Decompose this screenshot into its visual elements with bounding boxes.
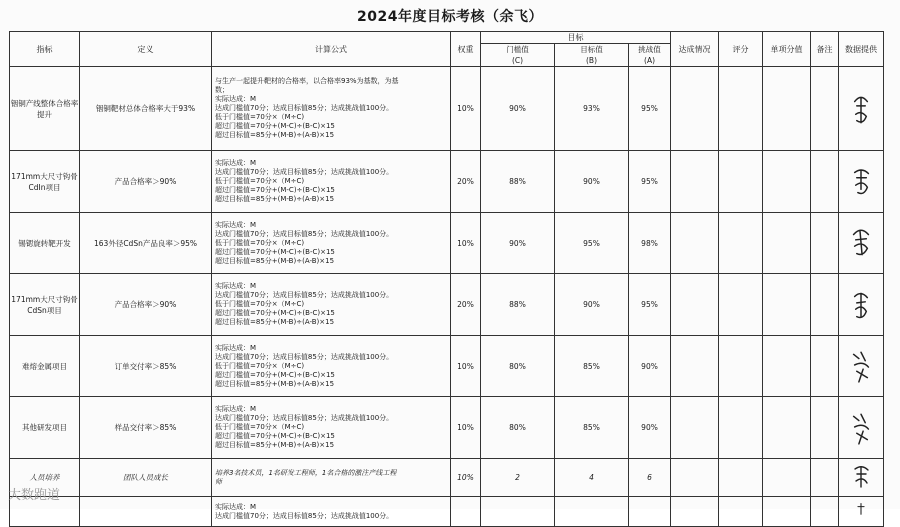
metric-cell: 171mm大尺寸钩骨CdIn项目 [10, 151, 80, 213]
header-threshold: 门槛值 [481, 44, 555, 55]
handwritten-signature [850, 91, 872, 127]
remark-cell [811, 336, 839, 397]
remark-cell [811, 459, 839, 497]
weight-cell: 10% [451, 213, 481, 274]
formula-line: 实际达成：M [215, 343, 257, 352]
weight-cell: 10% [451, 336, 481, 397]
header-goal-code: (B) [555, 55, 629, 67]
data-provider-cell [839, 274, 884, 336]
table-row [10, 459, 884, 497]
status-cell [671, 274, 719, 336]
weight-cell: 10% [451, 397, 481, 459]
formula-line: 超过门槛值=70分+(M-C)÷(B-C)×15 [215, 122, 335, 130]
goal-cell: 93% [555, 67, 629, 151]
formula-line: 低于门槛值=70分×（M÷C) [215, 113, 305, 121]
formula-line: 超过目标值=85分+(M-B)÷(A-B)×15 [215, 379, 335, 388]
formula-line: 与生产一起提升靶材的合格率，以合格率93%为基数，为基 [215, 77, 399, 85]
goal-cell: 95% [555, 213, 629, 274]
formula-line: 达成门槛值70分；达成目标值85分；达成挑战值100分。 [215, 511, 394, 520]
formula-line: 数； [215, 86, 229, 94]
data-provider-cell [839, 151, 884, 213]
table-row [10, 497, 884, 527]
score-cell [719, 67, 763, 151]
header-challenge: 挑战值 [629, 44, 671, 55]
goal-cell: 85% [555, 397, 629, 459]
formula-cell [212, 497, 451, 527]
threshold-cell [481, 497, 555, 527]
data-provider-cell [839, 497, 884, 527]
definition-cell: 产品合格率＞90% [80, 151, 212, 213]
goal-cell: 4 [555, 459, 629, 497]
metric-cell: 铟铜产线整体合格率提升 [10, 67, 80, 151]
formula-cell [212, 459, 451, 497]
handwritten-signature [850, 461, 872, 495]
item-score-cell [763, 336, 811, 397]
remark-cell [811, 213, 839, 274]
data-provider-cell [839, 397, 884, 459]
table-row [10, 397, 884, 459]
formula-line: 实际达成：M [215, 502, 257, 511]
formula-cell [212, 213, 451, 274]
formula-line: 达成门槛值70分；达成目标值85分；达成挑战值100分。 [215, 168, 394, 176]
table-row [10, 213, 884, 274]
definition-cell [80, 497, 212, 527]
status-cell [671, 459, 719, 497]
goal-cell: 85% [555, 336, 629, 397]
formula-cell [212, 67, 451, 151]
formula-line: 实际达成：M [215, 159, 257, 167]
item-score-cell [763, 459, 811, 497]
formula-line: 超过门槛值=70分+(M-C)÷(B-C)×15 [215, 370, 335, 379]
formula-line: 实际达成：M [215, 405, 257, 413]
item-score-cell [763, 274, 811, 336]
table-row [10, 274, 884, 336]
watermark: 大数跑道 [8, 488, 61, 503]
formula-line: 实际达成：M [215, 95, 257, 103]
item-score-cell [763, 397, 811, 459]
goal-cell: 90% [555, 274, 629, 336]
handwritten-signature [850, 410, 872, 446]
formula-line: 达成门槛值70分；达成目标值85分；达成挑战值100分。 [215, 414, 394, 422]
handwritten-signature [850, 225, 872, 261]
header-status: 达成情况 [671, 32, 719, 67]
formula-line: 达成门槛值70分；达成目标值85分；达成挑战值100分。 [215, 229, 394, 238]
status-cell [671, 67, 719, 151]
challenge-cell: 98% [629, 213, 671, 274]
remark-cell [811, 67, 839, 151]
formula-line: 低于门槛值=70分×（M÷C) [215, 423, 305, 431]
score-cell [719, 497, 763, 527]
definition-cell: 订单交付率＞85% [80, 336, 212, 397]
challenge-cell: 95% [629, 67, 671, 151]
goal-cell: 90% [555, 151, 629, 213]
weight-cell: 20% [451, 151, 481, 213]
handwritten-signature [850, 287, 872, 323]
data-provider-cell [839, 459, 884, 497]
table-row [10, 67, 884, 151]
header-metric: 指标 [10, 32, 80, 67]
data-provider-cell [839, 336, 884, 397]
status-cell [671, 397, 719, 459]
formula-line: 超过目标值=85分+(M-B)÷(A-B)×15 [215, 318, 335, 326]
remark-cell [811, 397, 839, 459]
metric-cell: 锡锶旋转靶开发 [10, 213, 80, 274]
challenge-cell: 95% [629, 151, 671, 213]
header-challenge-code: (A) [629, 55, 671, 67]
goal-cell [555, 497, 629, 527]
weight-cell: 20% [451, 274, 481, 336]
metric-cell: 其他研发项目 [10, 397, 80, 459]
handwritten-signature [850, 348, 872, 384]
formula-line: 超过目标值=85分+(M-B)÷(A-B)×15 [215, 441, 335, 449]
handwritten-signature [850, 164, 872, 200]
header-item-score: 单项分值 [763, 32, 811, 67]
formula-line: 超过目标值=85分+(M-B)÷(A-B)×15 [215, 131, 335, 139]
weight-cell: 10% [451, 459, 481, 497]
challenge-cell: 95% [629, 274, 671, 336]
header-definition: 定义 [80, 32, 212, 67]
data-provider-cell [839, 67, 884, 151]
formula-line: 低于门槛值=70分×（M÷C) [215, 300, 305, 308]
challenge-cell: 90% [629, 397, 671, 459]
remark-cell [811, 274, 839, 336]
metric-cell: 人员培养 [10, 459, 80, 497]
definition-cell: 铟铜靶材总体合格率大于93% [80, 67, 212, 151]
item-score-cell [763, 67, 811, 151]
table-body [10, 67, 884, 527]
challenge-cell: 6 [629, 459, 671, 497]
header-data-provider: 数据提供 [839, 32, 884, 67]
status-cell [671, 151, 719, 213]
formula-line: 师 [215, 477, 222, 486]
weight-cell [451, 497, 481, 527]
formula-line: 超过目标值=85分+(M-B)÷(A-B)×15 [215, 195, 335, 203]
formula-line: 达成门槛值70分；达成目标值85分；达成挑战值100分。 [215, 291, 394, 299]
formula-cell [212, 274, 451, 336]
threshold-cell: 90% [481, 67, 555, 151]
status-cell [671, 213, 719, 274]
challenge-cell [629, 497, 671, 527]
header-score: 评分 [719, 32, 763, 67]
formula-line: 达成门槛值70分；达成目标值85分；达成挑战值100分。 [215, 104, 394, 112]
definition-cell: 产品合格率＞90% [80, 274, 212, 336]
score-cell [719, 213, 763, 274]
formula-line: 超过门槛值=70分+(M-C)÷(B-C)×15 [215, 309, 335, 317]
remark-cell [811, 497, 839, 527]
definition-cell: 163外径CdSn产品良率＞95% [80, 213, 212, 274]
threshold-cell: 80% [481, 397, 555, 459]
header-remark: 备注 [811, 32, 839, 67]
threshold-cell: 88% [481, 274, 555, 336]
status-cell [671, 497, 719, 527]
threshold-cell: 90% [481, 213, 555, 274]
table-row [10, 336, 884, 397]
score-cell [719, 336, 763, 397]
formula-cell [212, 397, 451, 459]
handwritten-signature [850, 499, 872, 525]
threshold-cell: 88% [481, 151, 555, 213]
formula-line: 低于门槛值=70分×（M÷C) [215, 238, 305, 247]
formula-line: 低于门槛值=70分×（M÷C) [215, 361, 305, 370]
formula-line: 低于门槛值=70分×（M÷C) [215, 177, 305, 185]
header-target: 目标 [481, 32, 671, 44]
table-row [10, 151, 884, 213]
definition-cell: 团队人员成长 [80, 459, 212, 497]
definition-cell: 样品交付率＞85% [80, 397, 212, 459]
header-threshold-code: (C) [481, 55, 555, 67]
formula-line: 达成门槛值70分；达成目标值85分；达成挑战值100分。 [215, 352, 394, 361]
challenge-cell: 90% [629, 336, 671, 397]
formula-cell [212, 151, 451, 213]
remark-cell [811, 151, 839, 213]
score-cell [719, 151, 763, 213]
header-formula: 计算公式 [212, 32, 451, 67]
formula-line: 超过门槛值=70分+(M-C)÷(B-C)×15 [215, 247, 335, 256]
header-goal: 目标值 [555, 44, 629, 55]
score-cell [719, 397, 763, 459]
item-score-cell [763, 151, 811, 213]
header-weight: 权重 [451, 32, 481, 67]
data-provider-cell [839, 213, 884, 274]
formula-line: 实际达成：M [215, 282, 257, 290]
formula-line: 超过门槛值=70分+(M-C)÷(B-C)×15 [215, 186, 335, 194]
score-cell [719, 274, 763, 336]
score-cell [719, 459, 763, 497]
formula-cell [212, 336, 451, 397]
formula-line: 实际达成：M [215, 220, 257, 229]
formula-line: 超过门槛值=70分+(M-C)÷(B-C)×15 [215, 432, 335, 440]
threshold-cell: 2 [481, 459, 555, 497]
formula-line: 超过目标值=85分+(M-B)÷(A-B)×15 [215, 256, 335, 265]
weight-cell: 10% [451, 67, 481, 151]
threshold-cell: 80% [481, 336, 555, 397]
metric-cell: 171mm大尺寸钩骨CdSn项目 [10, 274, 80, 336]
target-assessment-table [9, 31, 884, 527]
page-title: 2024年度目标考核（余飞） [357, 9, 543, 25]
status-cell [671, 336, 719, 397]
metric-cell: 难熔金属项目 [10, 336, 80, 397]
item-score-cell [763, 497, 811, 527]
item-score-cell [763, 213, 811, 274]
formula-line: 培养3名技术员，1名研发工程师，1名合格的激注产线工程 [215, 468, 397, 477]
